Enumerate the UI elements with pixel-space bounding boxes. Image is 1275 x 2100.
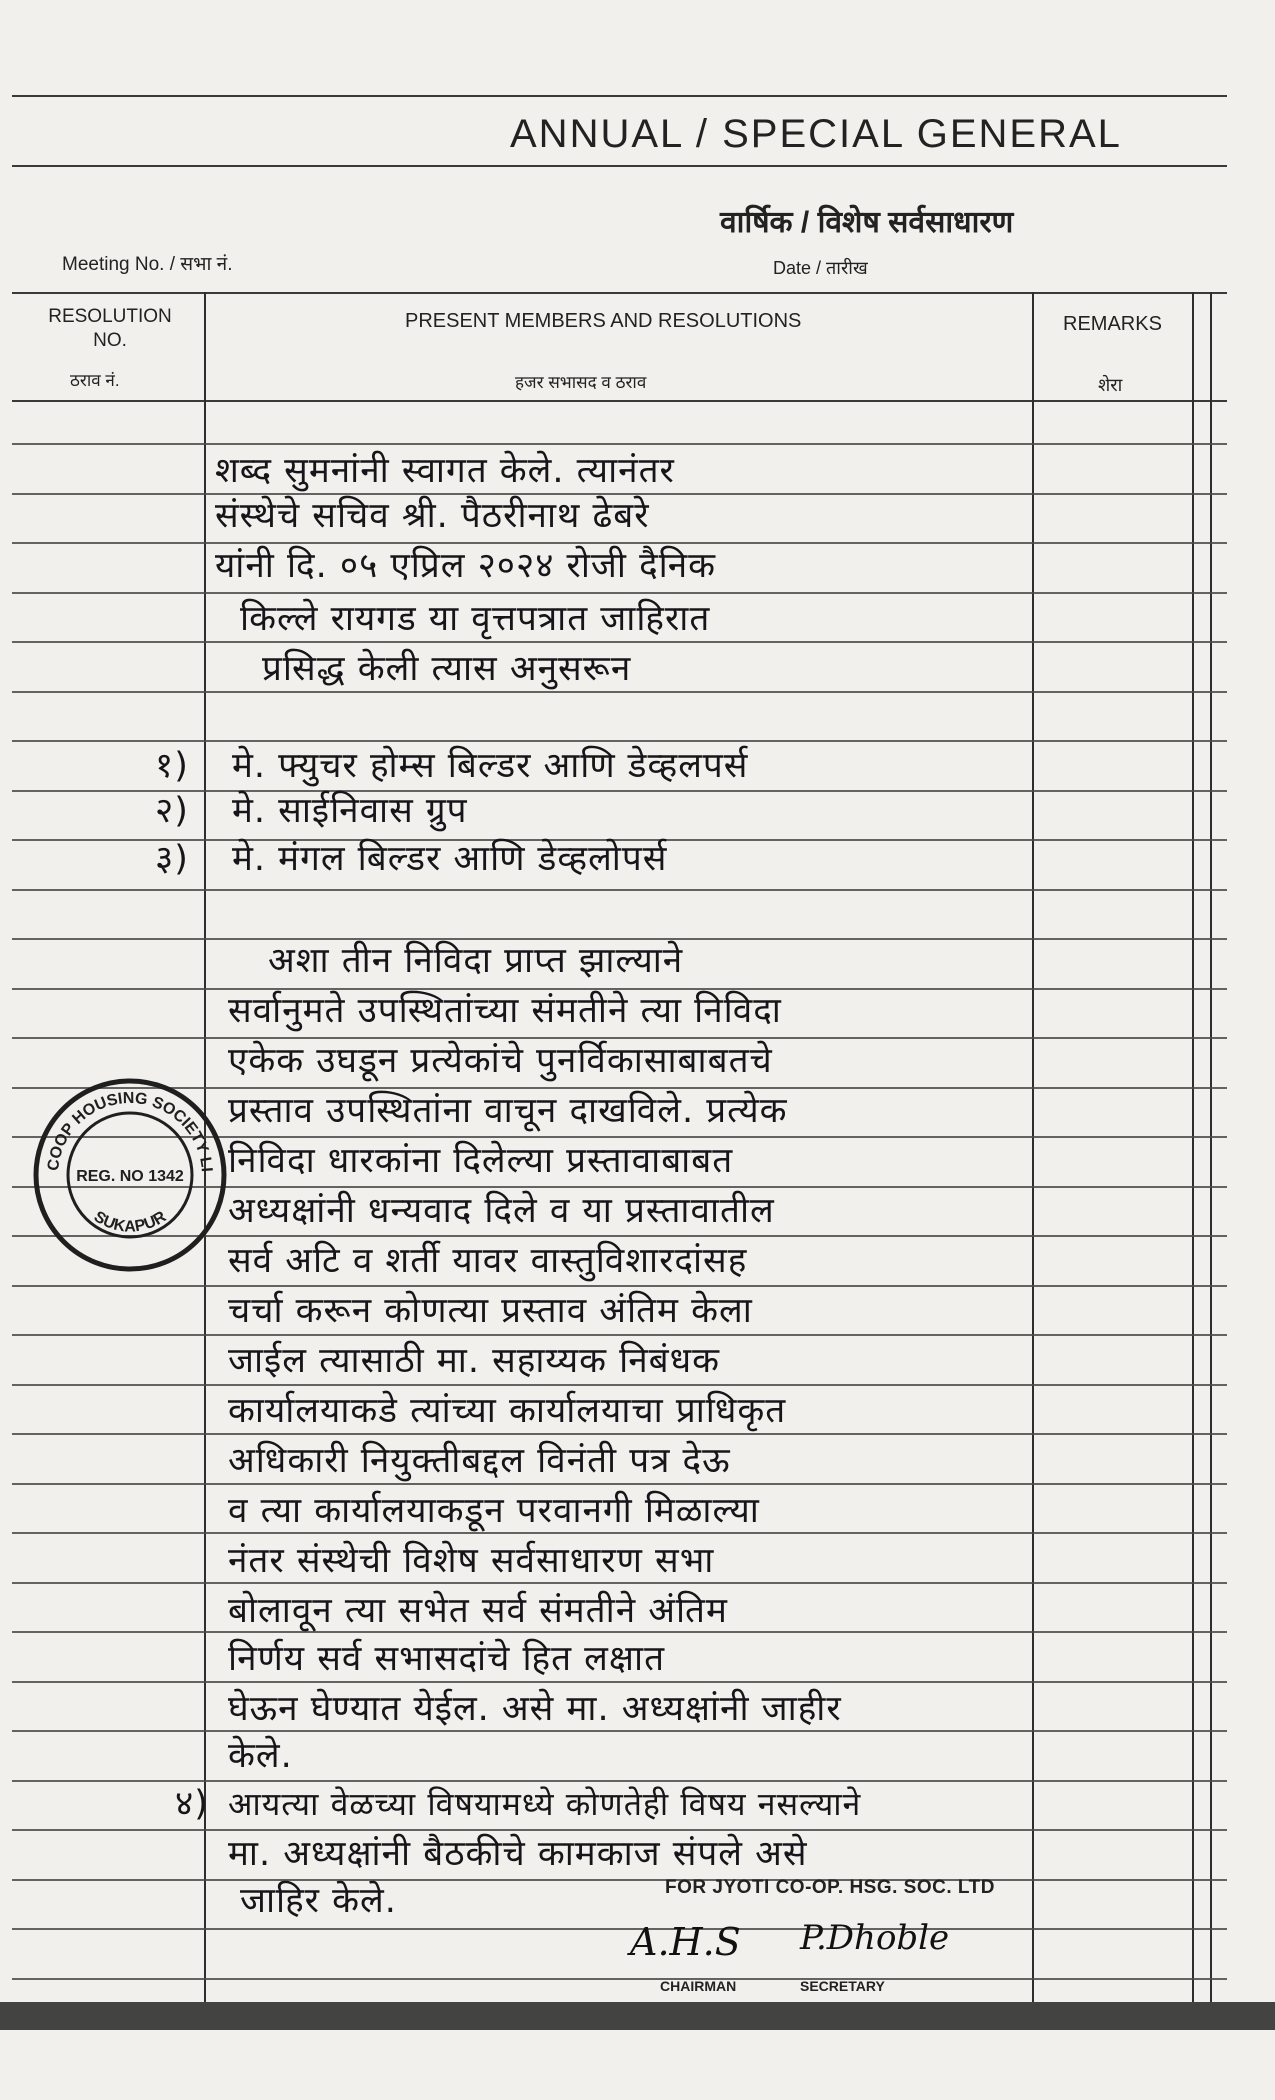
list-item: मे. साईनिवास ग्रुप [232,791,468,831]
hand-line: प्रसिद्ध केली त्यास अनुसरून [262,649,632,689]
ruled-line [12,1285,1227,1287]
ruled-line [12,740,1227,742]
members-header-mr: हजर सभासद व ठराव [515,373,647,392]
ruled-line [12,542,1227,544]
society-stamp [30,1075,230,1275]
hand-line: अधिकारी नियुक्तीबद्दल विनंती पत्र देऊ [228,1441,731,1481]
table-top-rule [12,292,1227,294]
hand-line: अध्यक्षांनी धन्यवाद दिले व या प्रस्तावातील [228,1191,775,1231]
ruled-line [12,1780,1227,1782]
col-divider-2 [1032,292,1034,2002]
hand-line: मा. अध्यक्षांनी बैठकीचे कामकाज संपले असे [228,1834,808,1874]
hand-line: जाईल त्यासाठी मा. सहाय्यक निबंधक [228,1341,721,1381]
hand-line: प्रस्ताव उपस्थितांना वाचून दाखविले. प्रत्येक [228,1091,788,1131]
ruled-line [12,1433,1227,1435]
date-label: Date / तारीख [773,258,868,278]
hand-line: जाहिर केले. [240,1881,397,1921]
stamp-name-text: COOP HOUSING SOCIETY LI [44,1089,215,1173]
hand-line: संस्थेचे सचिव श्री. पैठरीनाथ ढेबरे [215,496,650,536]
hand-line: आयत्या वेळच्या विषयामध्ये कोणतेही विषय नसल्याने [228,1785,862,1823]
ruled-line [12,592,1227,594]
secretary-label: SECRETARY [800,1978,885,1994]
ruled-line [12,641,1227,643]
hand-line: केले. [228,1736,293,1776]
stamp-graphic [30,1075,230,1275]
top-rule [12,95,1227,97]
list-item-number: १) [155,746,189,786]
hand-line: किल्ले रायगड या वृत्तपत्रात जाहिरात [240,599,711,639]
stamp-place-text: SUKAPUR [90,1208,170,1236]
page-title-mr: वार्षिक / विशेष सर्वसाधारण [720,206,1014,239]
ruled-line [12,889,1227,891]
ruled-line [12,1384,1227,1386]
ruled-line [12,443,1227,445]
hand-line: नंतर संस्थेची विशेष सर्वसाधारण सभा [228,1541,715,1581]
remarks-header-mr: शेरा [1098,375,1123,395]
hand-line: अशा तीन निविदा प्राप्त झाल्याने [268,941,684,981]
ruled-line [12,1829,1227,1831]
ruled-line [12,1334,1227,1336]
ruled-line [12,1037,1227,1039]
hand-line: सर्व अटि व शर्ती यावर वास्तुविशारदांसह [228,1241,748,1281]
list-item: मे. फ्युचर होम्स बिल्डर आणि डेव्हलपर्स [232,746,749,786]
resolution-no-header-mr: ठराव नं. [70,371,120,390]
hand-line: यांनी दि. ०५ एप्रिल २०२४ रोजी दैनिक [215,546,717,586]
title-rule [12,165,1227,167]
stamp-reg-text: REG. NO 1342 [76,1168,184,1185]
ruled-line [12,1681,1227,1683]
list-item-number: ४) [175,1784,209,1824]
society-signature-line: FOR JYOTI CO-OP. HSG. SOC. LTD [665,1877,995,1898]
col-divider-4 [1210,292,1212,2002]
list-item-number: ३) [155,839,189,879]
list-item-number: २) [155,791,189,831]
hand-line: निविदा धारकांना दिलेल्या प्रस्तावाबाबत [228,1141,734,1181]
scan-bottom-edge [0,2002,1275,2030]
col-divider-3 [1192,292,1194,2002]
hand-line: व त्या कार्यालयाकडून परवानगी मिळाल्या [228,1491,760,1531]
ruled-line [12,1532,1227,1534]
chairman-signature: A.H.S [630,1920,741,1964]
svg-text:JYOTI COOP HOUSING SOCIETY LIM [30,1075,215,1176]
members-header: PRESENT MEMBERS AND RESOLUTIONS [405,310,802,332]
hand-line: कार्यालयाकडे त्यांच्या कार्यालयाचा प्राधिकृत [228,1391,787,1431]
hand-line: चर्चा करून कोणत्या प्रस्ताव अंतिम केला [228,1291,753,1331]
ruled-line [12,1928,1227,1930]
hand-line: बोलावून त्या सभेत सर्व संमतीने अंतिम [228,1591,728,1631]
meeting-no-label: Meeting No. / सभा नं. [62,254,233,275]
hand-line: शब्द सुमनांनी स्वागत केले. त्यानंतर [215,451,675,491]
page-title-en: ANNUAL / SPECIAL GENERAL [510,112,1122,156]
ruled-line [12,691,1227,693]
ruled-line [12,1483,1227,1485]
table-header-bottom-rule [12,400,1227,402]
ruled-line [12,1978,1227,1980]
resolution-no-header: RESOLUTION NO. [48,306,172,351]
ruled-line [12,790,1227,792]
secretary-signature: P.Dhoble [800,1918,950,1958]
hand-line: घेऊन घेण्यात येईल. असे मा. अध्यक्षांनी जाहीर [228,1689,842,1729]
ruled-line [12,1730,1227,1732]
ruled-line [12,1879,1227,1881]
hand-line: सर्वानुमते उपस्थितांच्या संमतीने त्या निविदा [228,991,782,1031]
chairman-label: CHAIRMAN [660,1978,737,1994]
hand-line: एकेक उघडून प्रत्येकांचे पुनर्विकासाबाबतचे [228,1041,773,1081]
hand-line: निर्णय सर्व सभासदांचे हित लक्षात [228,1639,666,1679]
remarks-header: REMARKS [1063,313,1162,335]
list-item: मे. मंगल बिल्डर आणि डेव्हलोपर्स [232,839,668,879]
